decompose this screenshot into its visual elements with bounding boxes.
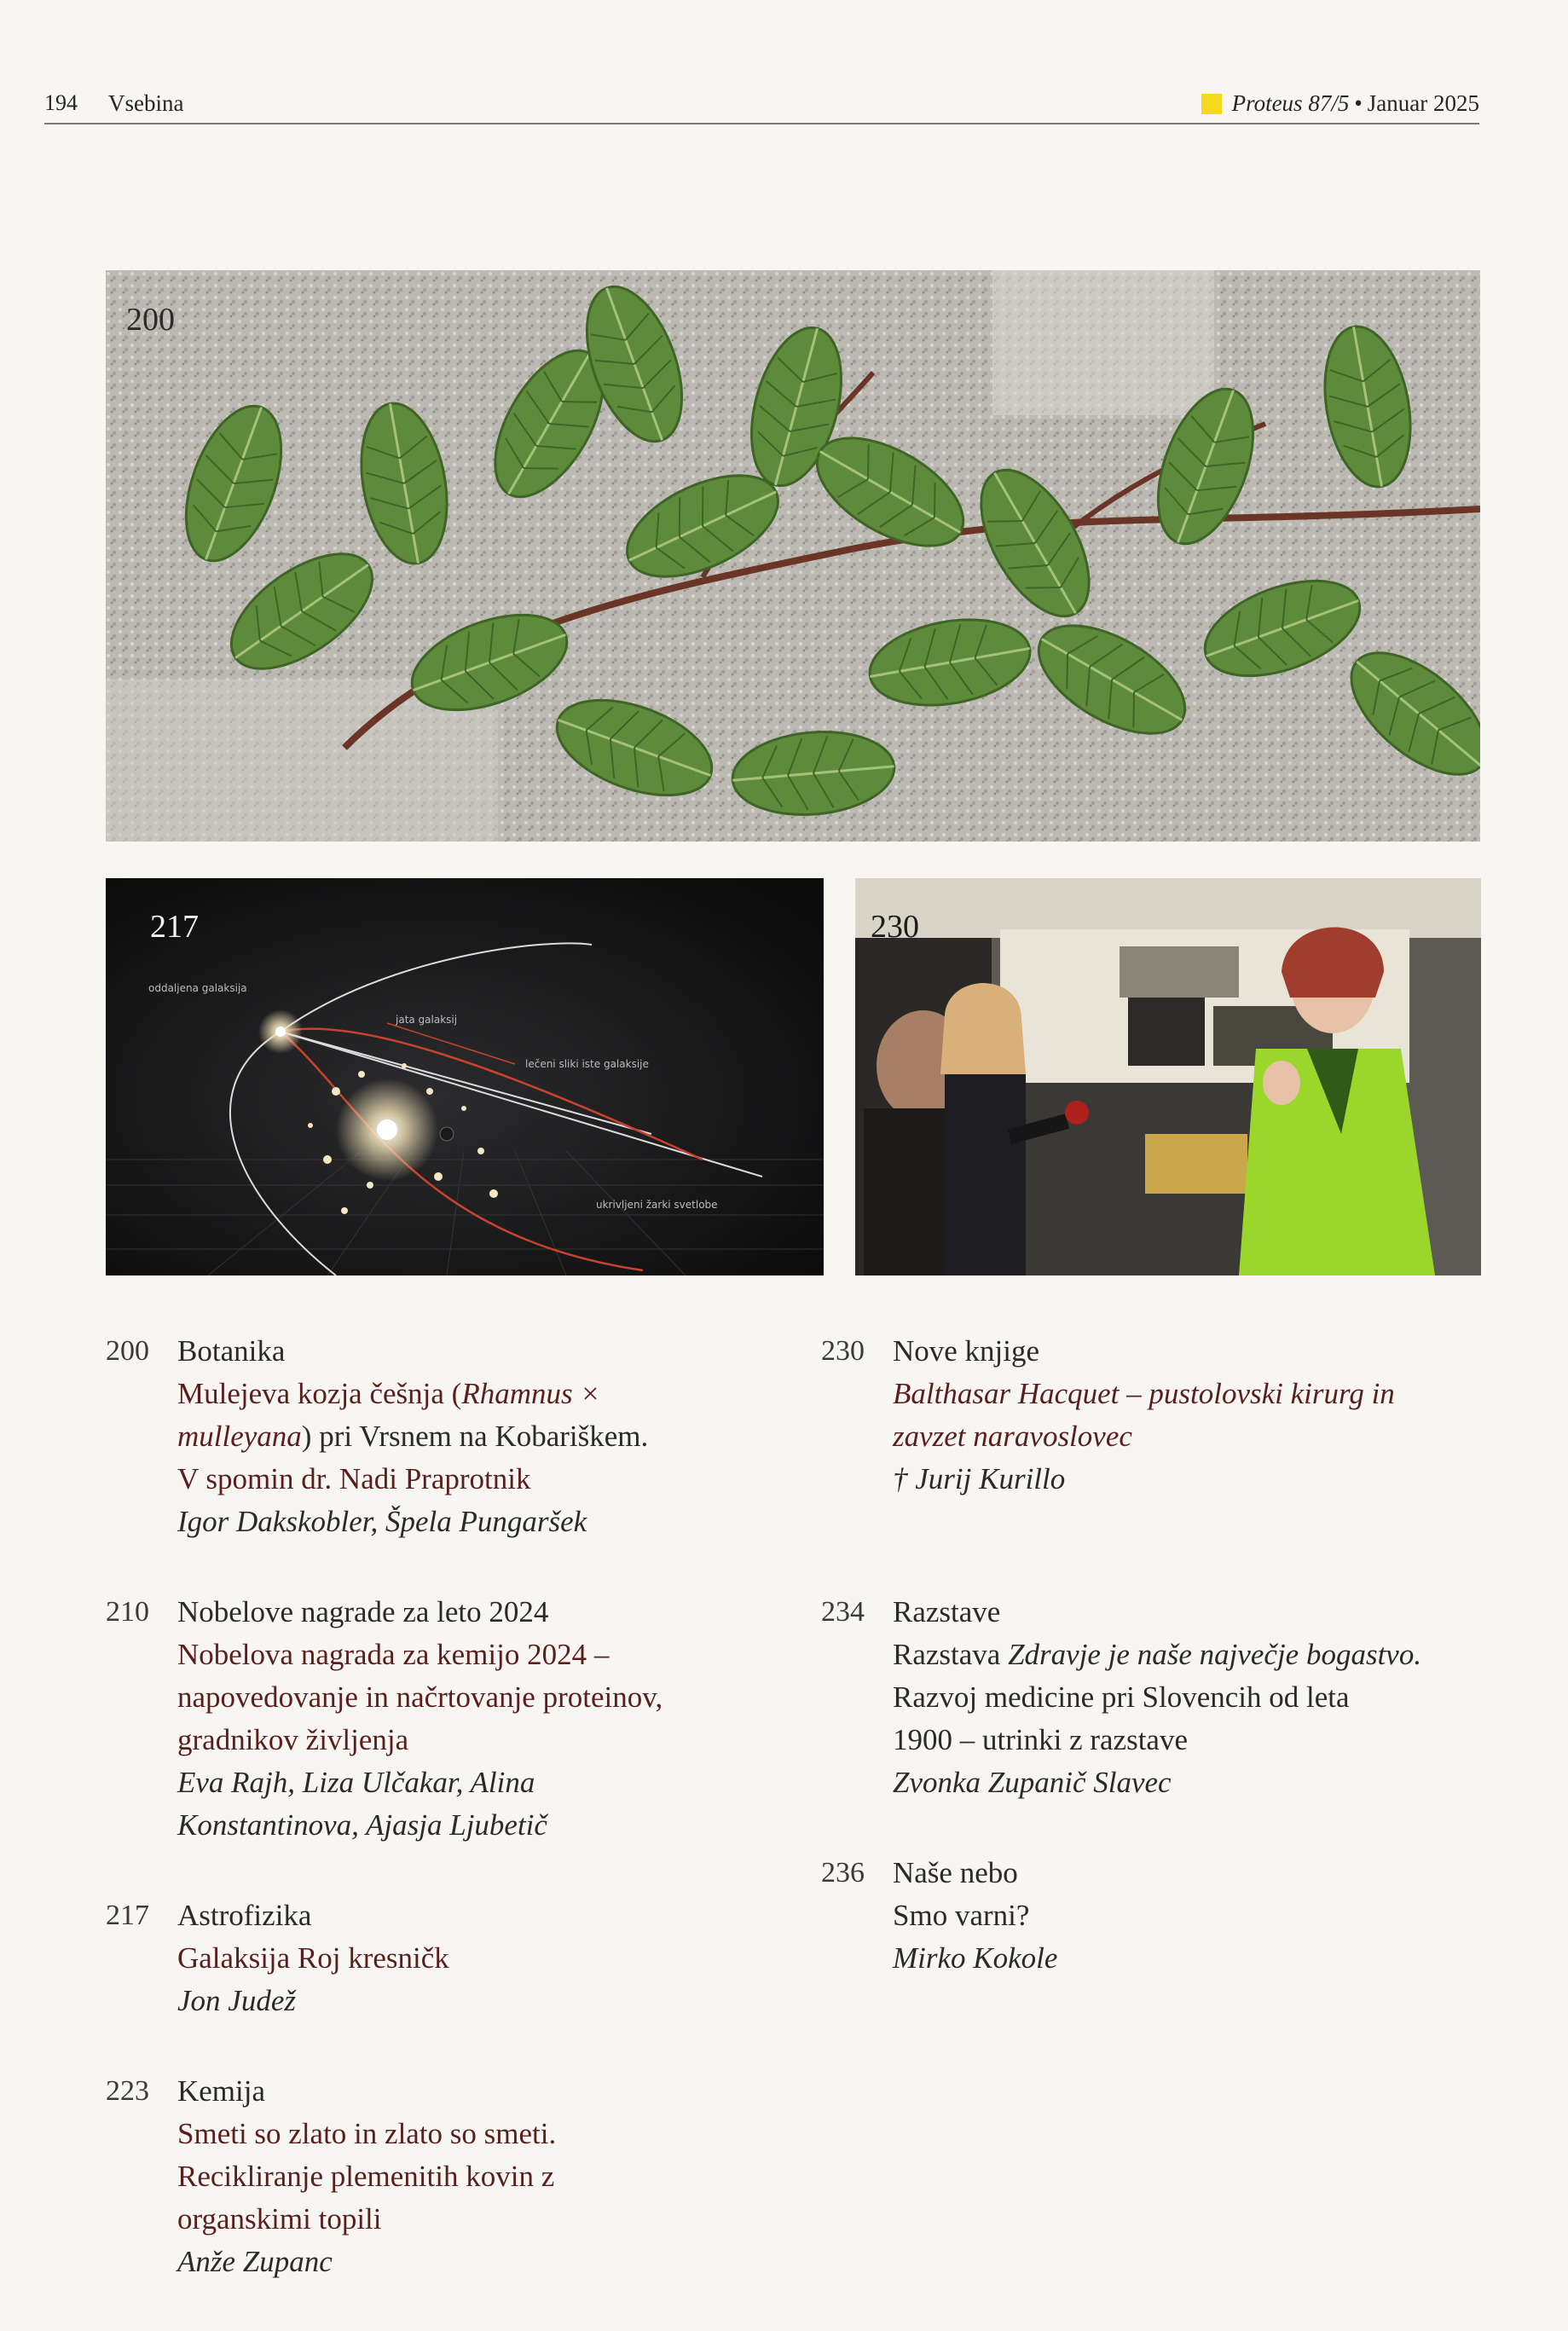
section-title: Vsebina	[108, 90, 184, 116]
toc-title-cont: organskimi topili	[177, 2202, 382, 2236]
toc-page-number: 236	[821, 1857, 865, 1889]
issue-date: Januar 2025	[1367, 90, 1479, 116]
photo-number-botany: 200	[126, 302, 175, 338]
toc-page-number: 210	[106, 1596, 149, 1628]
toc-category: Nove knjige	[893, 1334, 1040, 1368]
photo-number-astro: 217	[150, 909, 199, 945]
page-number: 194	[44, 90, 78, 115]
toc-page-number: 234	[821, 1596, 865, 1628]
toc-page-number: 223	[106, 2075, 149, 2107]
toc-title-cont: Razvoj medicine pri Slovencih od leta	[893, 1680, 1350, 1714]
toc-right-column	[821, 1330, 1520, 2027]
toc-author: Mirko Kokole	[893, 1941, 1058, 1975]
toc-page-number: 217	[106, 1900, 149, 1931]
journal-issue: Proteus 87/5	[1231, 90, 1350, 116]
toc-entry-230[interactable]	[821, 1330, 1520, 1501]
toc-title-cont: Recikliranje plemenitih kovin z	[177, 2160, 555, 2193]
toc-entry-210[interactable]	[106, 1591, 805, 1847]
toc-category: Botanika	[177, 1334, 286, 1368]
toc-author: Zvonka Zupanič Slavec	[893, 1766, 1172, 1799]
yellow-square-icon	[1201, 94, 1222, 114]
toc-title-cont: zavzet naravoslovec	[893, 1420, 1132, 1453]
leaves-illustration	[106, 270, 1480, 842]
toc-title: Galaksija Roj kresničk	[177, 1941, 449, 1975]
toc-category: Nobelove nagrade za leto 2024	[177, 1595, 549, 1628]
toc-author: † Jurij Kurillo	[893, 1462, 1066, 1495]
toc-title-cont: gradnikov življenja	[177, 1723, 409, 1756]
botany-photo	[106, 270, 1480, 842]
toc-entry-234[interactable]	[821, 1591, 1520, 1804]
toc-entry-200[interactable]	[106, 1330, 805, 1543]
toc-title: Smeti so zlato in zlato so smeti.	[177, 2117, 557, 2150]
label-lensed-images: lečeni sliki iste galaksije	[525, 1058, 649, 1070]
toc-author: Igor Dakskobler, Špela Pungaršek	[177, 1505, 587, 1538]
journal-info	[1201, 90, 1479, 117]
toc-title-cont: mulleyana) pri Vrsnem na Kobariškem.	[177, 1420, 649, 1453]
photo-number-book: 230	[871, 909, 919, 945]
toc-subtitle: V spomin dr. Nadi Praprotnik	[177, 1462, 531, 1495]
toc-title-cont: 1900 – utrinki z razstave	[893, 1723, 1189, 1756]
toc-author: Eva Rajh, Liza Ulčakar, Alina	[177, 1766, 535, 1799]
toc-title: Smo varni?	[893, 1899, 1030, 1932]
toc-page-number: 200	[106, 1335, 149, 1367]
toc-entry-217[interactable]	[106, 1894, 805, 2022]
toc-category: Naše nebo	[893, 1856, 1018, 1889]
toc-title: Balthasar Hacquet – pustolovski kirurg in	[893, 1377, 1395, 1410]
exhibition-scene	[855, 878, 1481, 1275]
toc-author: Anže Zupanc	[177, 2245, 333, 2278]
page-header	[0, 0, 1568, 128]
toc-entry-236[interactable]	[821, 1852, 1520, 1980]
astro-illustration	[106, 878, 824, 1275]
toc-category: Astrofizika	[177, 1899, 312, 1932]
toc-author-cont: Konstantinova, Ajasja Ljubetič	[177, 1808, 547, 1842]
toc-title-cont: napovedovanje in načrtovanje proteinov,	[177, 1680, 663, 1714]
toc-left-column	[106, 1330, 805, 2331]
exhibition-photo	[855, 878, 1481, 1275]
toc-title: Mulejeva kozja češnja (Rhamnus ×	[177, 1377, 600, 1410]
label-distant-galaxy: oddaljena galaksija	[148, 982, 247, 994]
header-separator: •	[1354, 90, 1363, 116]
toc-title: Nobelova nagrada za kemijo 2024 –	[177, 1638, 610, 1671]
toc-page-number: 230	[821, 1335, 865, 1367]
label-cluster: jata galaksij	[396, 1014, 458, 1026]
toc-author: Jon Judež	[177, 1984, 296, 2017]
gravitational-lens-diagram	[106, 878, 824, 1275]
toc-title: Razstava Zdravje je naše največje bogastvo.	[893, 1638, 1422, 1671]
header-rule	[44, 123, 1479, 124]
toc-category: Razstave	[893, 1595, 1001, 1628]
label-bent-rays: ukrivljeni žarki svetlobe	[596, 1199, 718, 1211]
toc-category: Kemija	[177, 2074, 266, 2108]
toc-entry-223[interactable]	[106, 2070, 805, 2283]
